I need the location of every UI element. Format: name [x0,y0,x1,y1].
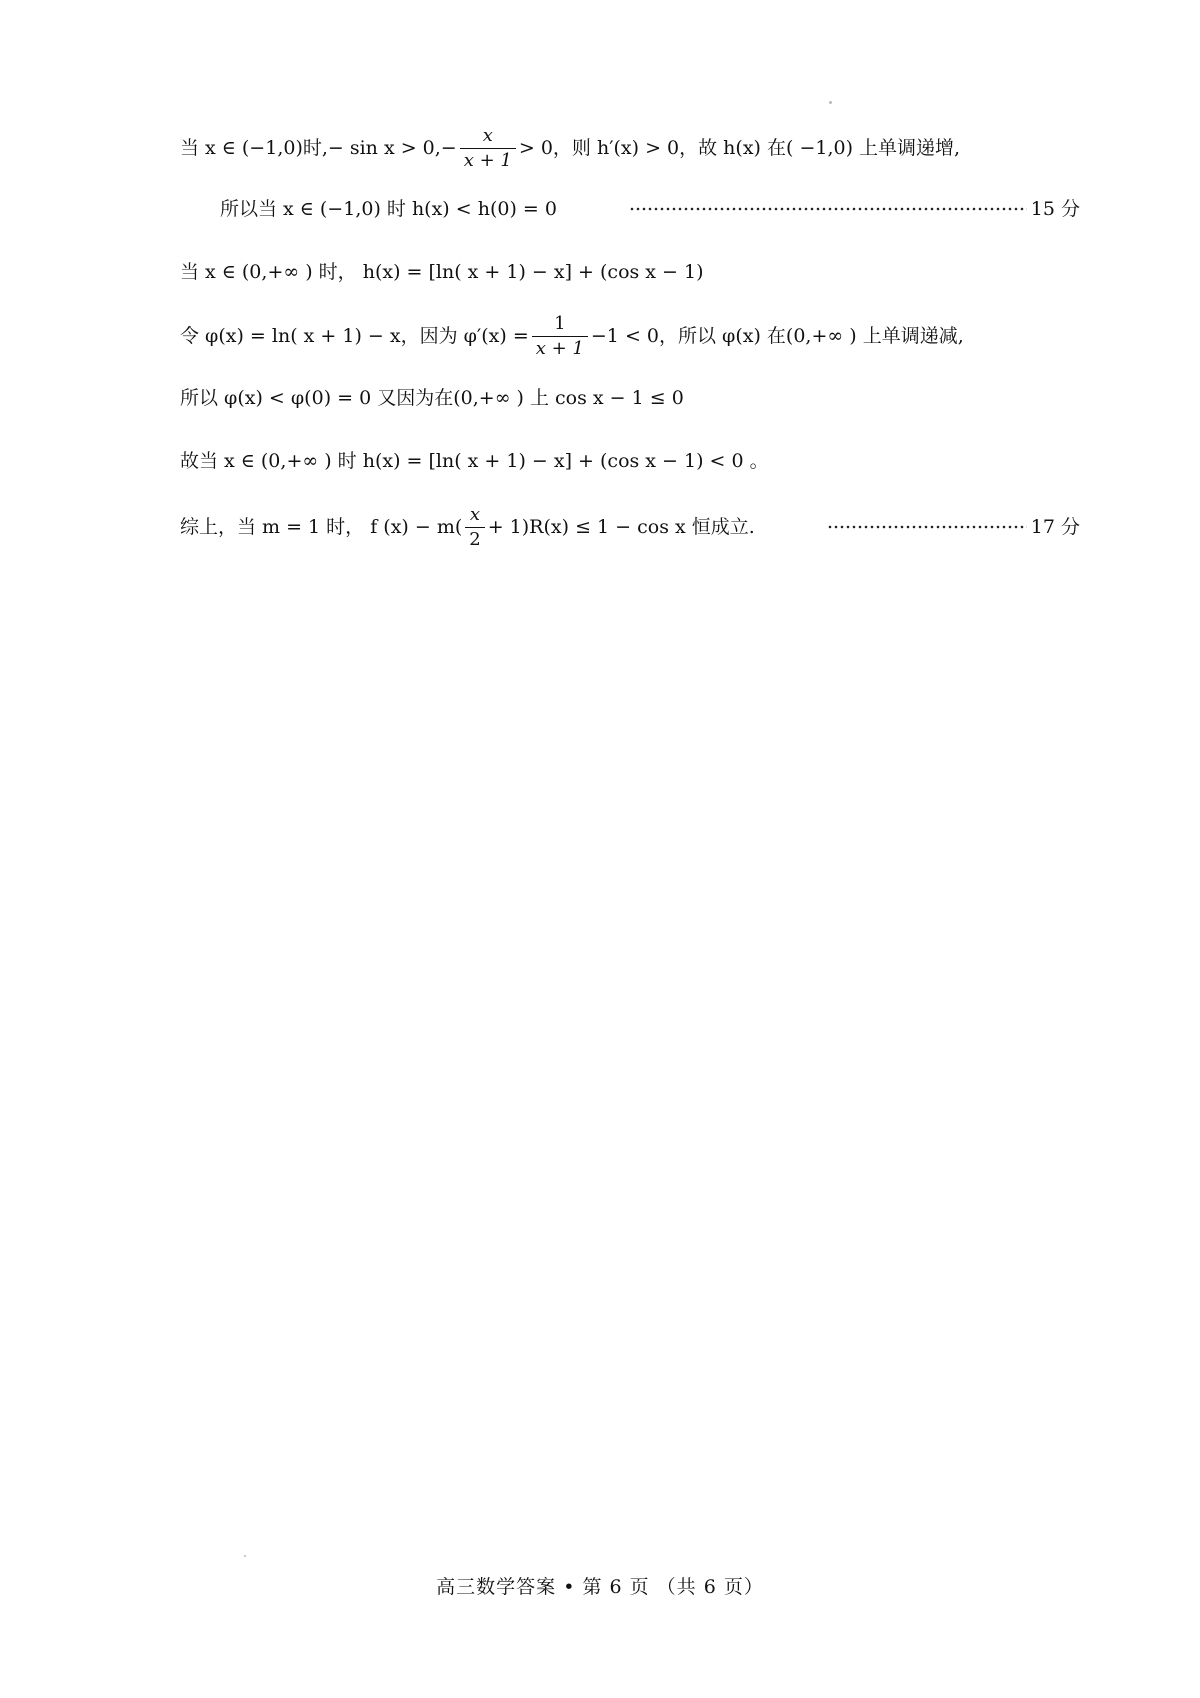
line-5-text: 所以 φ(x) < φ(0) = 0 又因为在(0,+∞ ) 上 cos x − 1 ≤ 0 [180,386,684,409]
solution-line-3 [180,259,1080,285]
solution-line-6 [180,448,1080,474]
line-3-text: 当 x ∈ (0,+∞ ) 时， h(x) = [ln( x + 1) − x] + (cos x − 1) [180,260,704,283]
score-17: 17 分 [1030,515,1080,538]
solution-line-2 [220,196,1080,222]
fraction-numerator: x [469,503,481,525]
line-1-text-b: > 0，则 h′(x) > 0，故 h(x) 在( −1,0) 上单调递增, [518,136,961,159]
solution-line-4 [180,310,1080,362]
scan-speck [244,1555,246,1557]
line-7-text-b: + 1)R(x) ≤ 1 − cos x 恒成立. [487,515,755,538]
solution-line-7 [180,500,1080,554]
line-1-text-a: 当 x ∈ (−1,0)时,− sin x > 0,− [180,136,457,159]
line-4-text-a: 令 φ(x) = ln( x + 1) − x，因为 φ′(x) = [180,324,529,347]
line-7-text-a: 综上，当 m = 1 时， f (x) − m( [180,515,463,538]
solution-line-1 [180,124,1080,172]
fraction-numerator: 1 [554,312,566,334]
score-leader-dots [827,525,1027,529]
fraction-1-over-x-plus-1 [532,312,588,359]
fraction-x-over-x-plus-1 [460,124,516,171]
fraction-denominator: x + 1 [460,148,516,170]
line-4-text-b: −1 < 0，所以 φ(x) 在(0,+∞ ) 上单调递减, [590,324,964,347]
solution-line-5 [180,385,1080,411]
score-leader-dots [629,207,1027,211]
score-15: 15 分 [1030,197,1080,220]
fraction-numerator: x [482,124,493,146]
page-footer: 高三数学答案 • 第 6 页 （共 6 页） [436,1576,764,1598]
fraction-x-over-2 [465,503,484,550]
fraction-denominator: 2 [465,527,484,549]
line-6-text: 故当 x ∈ (0,+∞ ) 时 h(x) = [ln( x + 1) − x] + (cos x − 1) < 0 。 [180,449,769,472]
line-2-text: 所以当 x ∈ (−1,0) 时 h(x) < h(0) = 0 [220,197,557,220]
fraction-denominator: x + 1 [532,336,588,358]
scan-speck [829,101,832,104]
